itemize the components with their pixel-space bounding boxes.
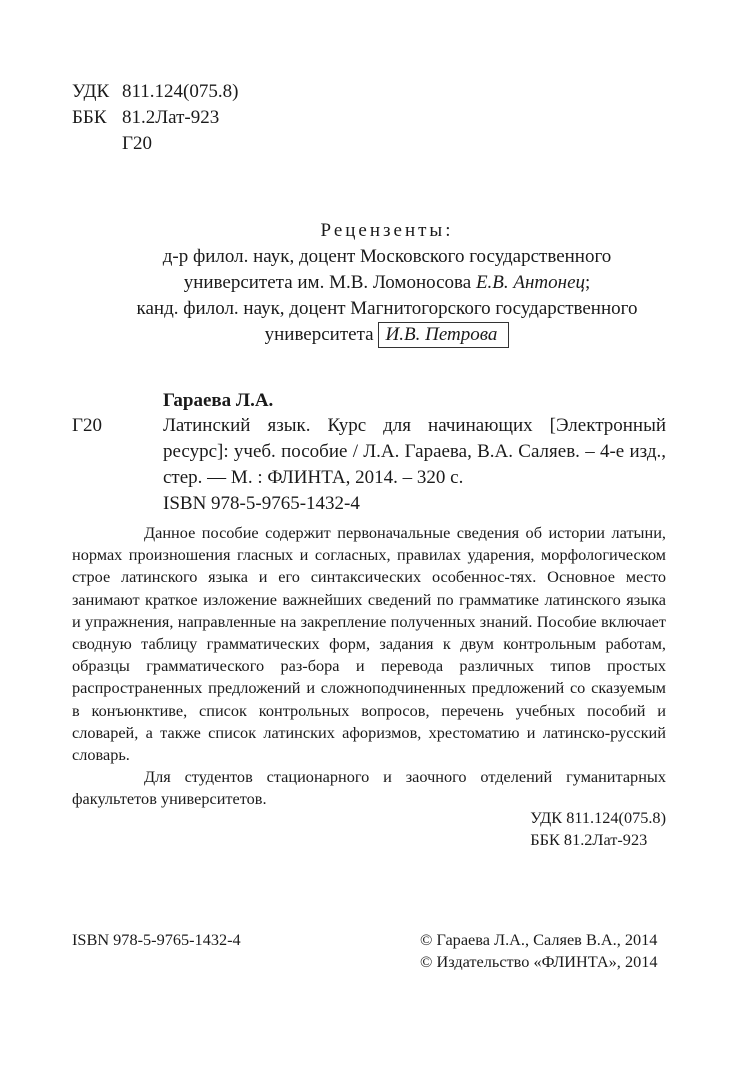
abstract [72,522,666,811]
classification-right [530,807,666,851]
abstract-line: грамматике латинского языка и упражнения, направленные на закрепление [72,589,666,631]
abstract-line: тях. Основное место занимают краткое изложение важнейших сведений по [72,567,666,609]
udk-right: УДК 811.124(075.8) [530,808,666,827]
abstract-line: латыни, нормах произношения гласных и согласных, правилах ударения, [72,523,666,565]
bbk-label: ББК [72,107,107,128]
copyright-publisher: © Издательство «ФЛИНТА», 2014 [420,952,658,972]
bib-line: стер. — М. : ФЛИНТА, 2014. – 320 с. [163,467,464,488]
reviewer-line-4 [72,322,702,348]
copyright-block [420,929,658,973]
reviewer-name-2: И.В. Петрова [385,324,498,345]
reviewer-line-1: д-р филол. наук, доцент Московского государственного [162,246,612,267]
abstract-line: Данное пособие содержит первоначальные сведения об истории [144,523,606,542]
bbk-right: ББК 81.2Лат-923 [530,830,648,850]
reviewers-block [72,218,702,348]
bbk-value: 81.2Лат-923 [122,107,220,128]
reviewer-affiliation-2: университета [264,324,374,345]
abstract-paragraph [72,522,666,766]
reviewer-separator: ; [585,272,591,293]
bib-line: Латинский язык. Курс для начинающих [Электронный [163,415,666,436]
isbn: ISBN 978-5-9765-1432-4 [163,493,360,514]
copyright-authors: © Гараева Л.А., Саляев В.А., 2014 [420,930,658,949]
bibliographic-description [163,413,666,491]
classification-block [72,79,238,157]
abstract-line: форм, задания к двум контрольным работам, образцы грамматического раз- [72,634,666,676]
footer-isbn: ISBN 978-5-9765-1432-4 [72,930,241,949]
reviewer-affiliation-1: университета им. М.В. Ломоносова [183,272,476,293]
abstract-line: морфологическом строе латинского языка и его синтаксических особеннос- [72,545,666,587]
udk-value: 811.124(075.8) [122,81,239,102]
abstract-line: список латинских афоризмов, хрестоматию и латинско-русский словарь. [72,722,666,765]
abstract-line: и сложноподчиненных предложений со сказуемым в конъюнктиве, список [72,678,666,720]
audience-line: Для студентов стационарного и заочного отделений гуманитарных [144,767,666,787]
author-heading: Гараева Л.А. [163,390,274,411]
reviewer-line-2 [72,270,702,296]
abstract-line: полученных знаний. Пособие включает сводную таблицу грамматических [72,611,666,654]
udk-label: УДК [72,81,110,102]
bib-author-mark: Г20 [72,415,102,436]
reviewers-title: Рецензенты: [320,220,454,241]
abstract-line: бора и перевода различных типов простых распространенных предложений [72,656,666,698]
abstract-line: контрольных вопросов, перечень учебных пособий и словарей, а также [72,700,666,742]
reviewer-line-3: канд. филол. наук, доцент Магнитогорского государственного [136,298,638,319]
audience-paragraph [72,766,666,810]
reviewer-name-box [378,322,510,348]
bib-line: ресурс]: учеб. пособие / Л.А. Гараева, В.А. Саляев. – 4-е изд., [163,441,666,462]
audience-line: факультетов университетов. [72,789,267,809]
author-mark: Г20 [122,133,152,154]
reviewer-name-1: Е.В. Антонец [475,272,586,293]
